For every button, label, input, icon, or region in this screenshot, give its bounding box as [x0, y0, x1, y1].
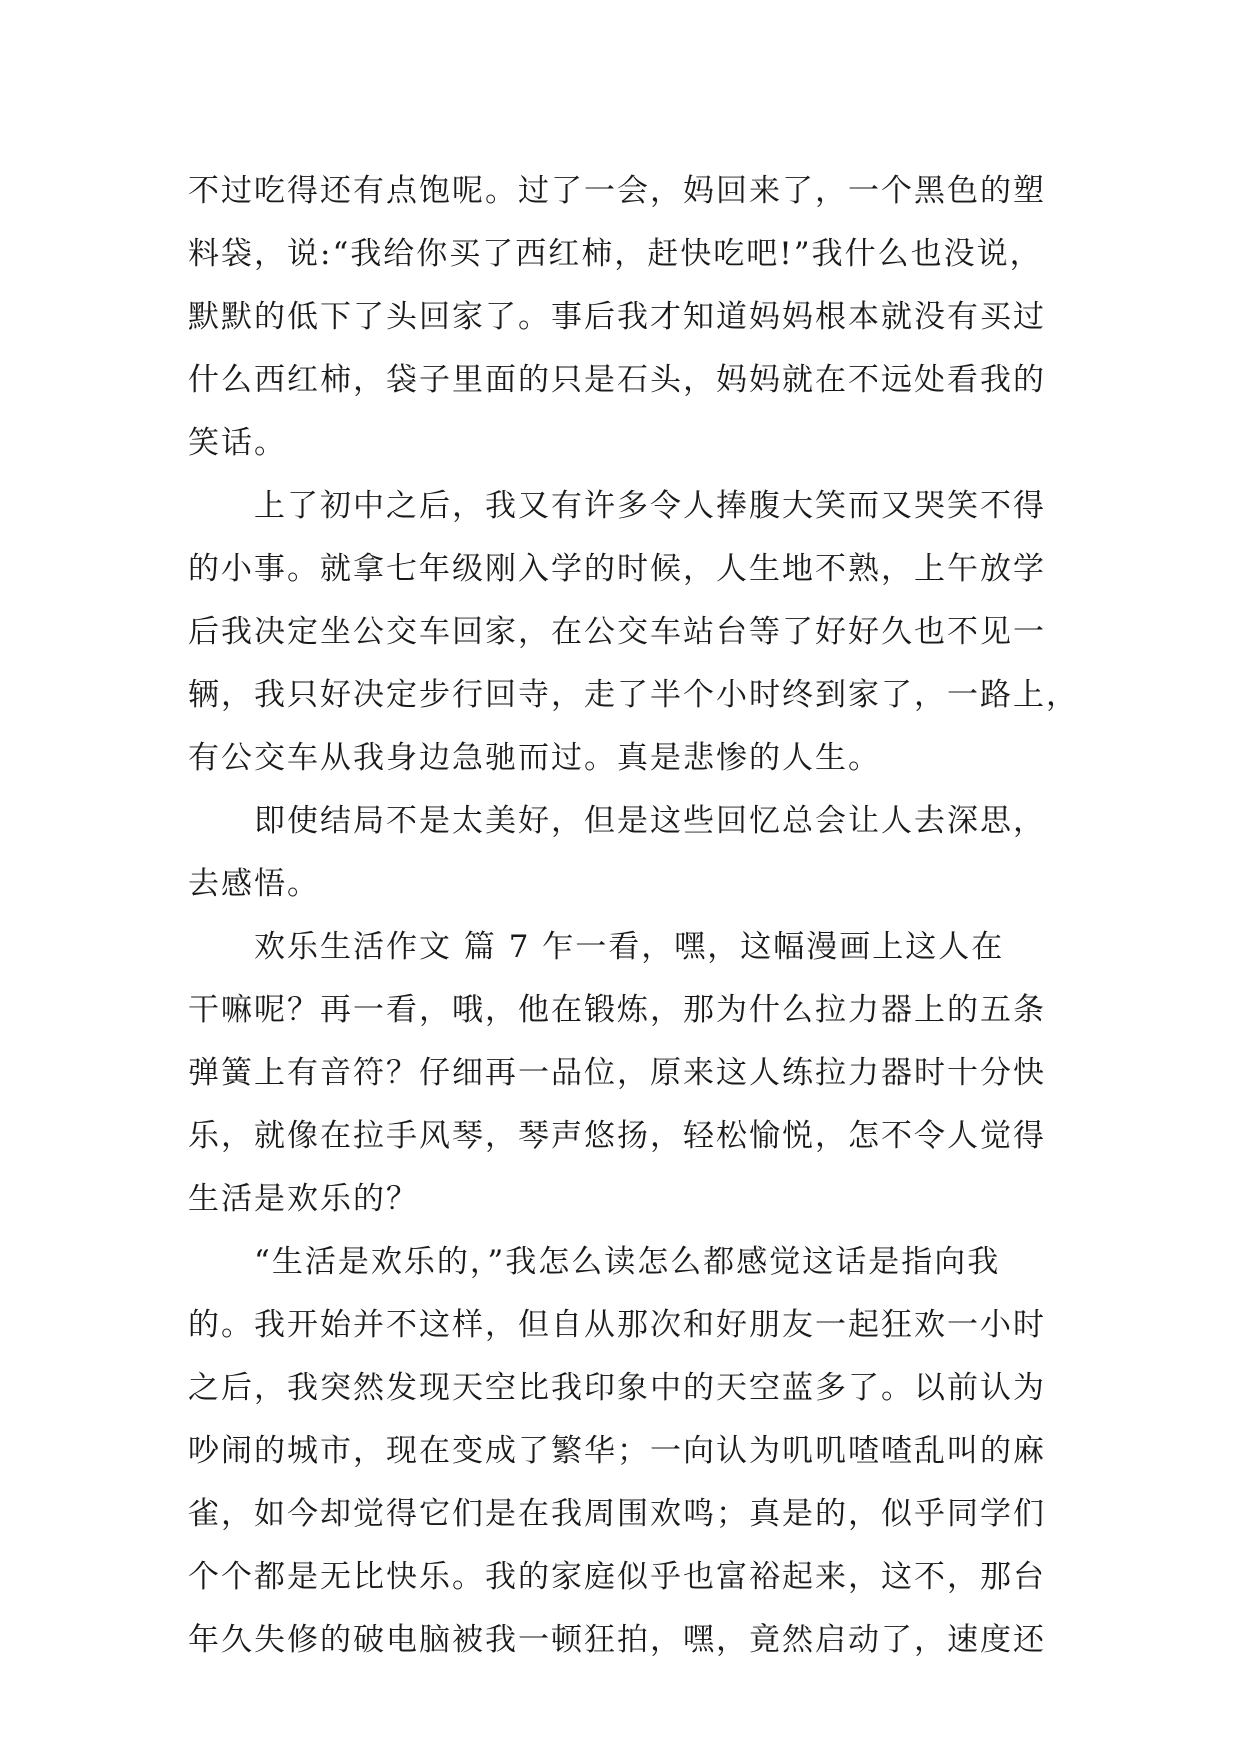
text-line: 雀，如今却觉得它们是在我周围欢鸣；真是的，似乎同学们	[188, 1496, 1046, 1532]
text-line: 什么西红柿，袋子里面的只是石头，妈妈就在不远处看我的	[188, 362, 1046, 398]
text-line: 年久失修的破电脑被我一顿狂拍，嘿，竟然启动了，速度还	[188, 1622, 1046, 1658]
text-line: 乐，就像在拉手风琴，琴声悠扬，轻松愉悦，怎不令人觉得	[188, 1118, 1046, 1154]
text-line: 料袋，说:“我给你买了西红柿，赶快吃吧!”我什么也没说，	[188, 236, 1043, 272]
text-line: 的小事。就拿七年级刚入学的时候，人生地不熟，上午放学	[188, 551, 1046, 587]
text-line: 默默的低下了头回家了。事后我才知道妈妈根本就没有买过	[188, 299, 1046, 335]
text-line: 后我决定坐公交车回家，在公交车站台等了好好久也不见一	[188, 614, 1046, 650]
text-line: 上了初中之后，我又有许多令人捧腹大笑而又哭笑不得	[254, 488, 1046, 524]
text-line: “生活是欢乐的，”我怎么读怎么都感觉这话是指向我	[254, 1244, 1001, 1280]
body-text	[188, 160, 1088, 1672]
text-line: 吵闹的城市，现在变成了繁华；一向认为叽叽喳喳乱叫的麻	[188, 1433, 1046, 1469]
text-line: 笑话。	[188, 425, 287, 461]
text-line: 弹簧上有音符？仔细再一品位，原来这人练拉力器时十分快	[188, 1055, 1046, 1091]
text-line: 即使结局不是太美好，但是这些回忆总会让人去深思，	[254, 803, 1046, 839]
text-line: 之后，我突然发现天空比我印象中的天空蓝多了。以前认为	[188, 1370, 1046, 1406]
text-line: 有公交车从我身边急驰而过。真是悲惨的人生。	[188, 740, 881, 776]
text-line: 辆，我只好决定步行回寺，走了半个小时终到家了，一路上，	[188, 677, 1079, 713]
text-line: 生活是欢乐的？	[188, 1181, 419, 1217]
text-line: 欢乐生活作文 篇 7 乍一看，嘿，这幅漫画上这人在	[254, 929, 1005, 965]
text-line: 干嘛呢？再一看，哦，他在锻炼，那为什么拉力器上的五条	[188, 992, 1046, 1028]
text-line: 不过吃得还有点饱呢。过了一会，妈回来了，一个黑色的塑	[188, 173, 1046, 209]
text-line: 去感悟。	[188, 866, 320, 902]
text-line: 的。我开始并不这样，但自从那次和好朋友一起狂欢一小时	[188, 1307, 1046, 1343]
text-line: 个个都是无比快乐。我的家庭似乎也富裕起来，这不，那台	[188, 1559, 1046, 1595]
